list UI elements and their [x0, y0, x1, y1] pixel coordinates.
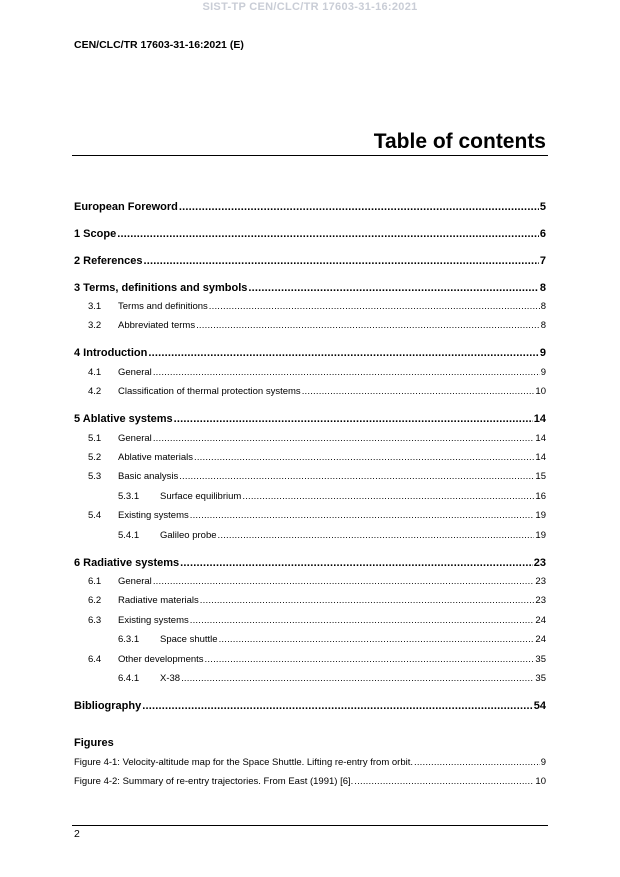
toc-entry-number: 4.1 [88, 367, 102, 378]
dot-leader [153, 367, 540, 378]
toc-entry-page: 23 [533, 557, 546, 569]
toc-entry-title: 3 Terms, definitions and symbols [74, 282, 248, 294]
toc-entry-page: 16 [535, 491, 546, 502]
dot-leader [144, 255, 539, 267]
toc-entry-page: 6 [539, 228, 546, 240]
toc-entry[interactable] [74, 201, 546, 213]
toc-entry-title: X-38 [160, 673, 181, 684]
dot-leader [174, 413, 533, 425]
toc-entry-title: Space shuttle [160, 634, 218, 645]
figure-entry-page: 9 [540, 757, 546, 768]
toc-entry-title: 6 Radiative systems [74, 557, 180, 569]
toc-entry-title: General [118, 576, 152, 587]
toc-entry-title: Existing systems [118, 510, 189, 521]
toc-entry-page: 14 [535, 433, 546, 444]
footer-divider [72, 825, 548, 826]
toc-entry-page: 8 [540, 320, 546, 331]
toc-entry-title: 1 Scope [74, 228, 117, 240]
toc-entry-page: 35 [535, 654, 546, 665]
toc-entry-title: Existing systems [118, 615, 189, 626]
dot-leader [179, 201, 539, 213]
toc-entry[interactable] [74, 471, 546, 482]
toc-entry-page: 8 [539, 282, 546, 294]
toc-entry-number: 5.4.1 [118, 530, 140, 541]
toc-entry-title: Radiative materials [118, 595, 199, 606]
dot-leader [179, 471, 534, 482]
toc-entry-page: 14 [533, 413, 546, 425]
toc-entry-title: European Foreword [74, 201, 178, 213]
dot-leader [219, 634, 535, 645]
toc-entry-number: 6.2 [88, 595, 102, 606]
toc-entry-page: 5 [539, 201, 546, 213]
toc-entry[interactable] [74, 413, 546, 425]
toc-entry-number: 5.3.1 [118, 491, 140, 502]
figure-entry-page: 10 [535, 776, 546, 787]
figure-entry-title: Figure 4-2: Summary of re-entry trajectories. From East (1991) [6]. [74, 776, 354, 787]
toc-entry-title: 4 Introduction [74, 347, 148, 359]
toc-entry-page: 8 [540, 301, 546, 312]
title-divider [72, 155, 548, 156]
dot-leader [148, 347, 539, 359]
toc-entry-title: General [118, 433, 152, 444]
toc-entry-page: 54 [533, 700, 546, 712]
figures-heading: Figures [74, 737, 114, 749]
toc-entry[interactable] [74, 433, 546, 444]
toc-entry[interactable] [74, 347, 546, 359]
document-id-header: CEN/CLC/TR 17603-31-16:2021 (E) [74, 39, 244, 51]
toc-entry-number: 5.2 [88, 452, 102, 463]
toc-entry-title: 2 References [74, 255, 143, 267]
toc-entry-title: Surface equilibrium [160, 491, 242, 502]
toc-entry-number: 4.2 [88, 386, 102, 397]
toc-entry-page: 24 [535, 615, 546, 626]
dot-leader [414, 757, 540, 768]
toc-entry-number: 6.4.1 [118, 673, 140, 684]
dot-leader [248, 282, 538, 294]
toc-entry-title: Ablative materials [118, 452, 193, 463]
toc-entry[interactable] [74, 510, 546, 521]
toc-entry[interactable] [74, 615, 546, 626]
toc-entry[interactable] [74, 228, 546, 240]
toc-entry-page: 9 [539, 347, 546, 359]
dot-leader [180, 557, 533, 569]
toc-entry-title: Bibliography [74, 700, 142, 712]
toc-entry-page: 35 [535, 673, 546, 684]
toc-entry-number: 3.1 [88, 301, 102, 312]
toc-entry-number: 5.4 [88, 510, 102, 521]
dot-leader [302, 386, 535, 397]
dot-leader [218, 530, 535, 541]
toc-entry-page: 19 [535, 510, 546, 521]
watermark: SIST-TP CEN/CLC/TR 17603-31-16:2021 [202, 1, 418, 13]
toc-entry[interactable] [74, 557, 546, 569]
figure-entry-title: Figure 4-1: Velocity-altitude map for the Space Shuttle. Lifting re-entry from orbit. [74, 757, 413, 768]
toc-entry-title: Other developments [118, 654, 204, 665]
dot-leader [194, 452, 534, 463]
toc-entry[interactable] [74, 673, 546, 684]
toc-entry-title: Abbreviated terms [118, 320, 196, 331]
toc-entry-page: 7 [539, 255, 546, 267]
toc-entry-title: Classification of thermal protection systems [118, 386, 301, 397]
toc-entry[interactable] [74, 386, 546, 397]
toc-entry-page: 23 [535, 595, 546, 606]
toc-entry-title: Basic analysis [118, 471, 179, 482]
toc-entry[interactable] [74, 530, 546, 541]
dot-leader [153, 576, 535, 587]
figure-entry[interactable] [74, 776, 546, 787]
dot-leader [209, 301, 540, 312]
toc-entry[interactable] [74, 700, 546, 712]
toc-entry[interactable] [74, 576, 546, 587]
dot-leader [196, 320, 540, 331]
dot-leader [117, 228, 539, 240]
dot-leader [242, 491, 534, 502]
toc-entry-title: Terms and definitions [118, 301, 208, 312]
toc-entry-page: 15 [535, 471, 546, 482]
toc-entry-number: 6.4 [88, 654, 102, 665]
toc-entry-number: 5.3 [88, 471, 102, 482]
toc-entry[interactable] [74, 654, 546, 665]
page-number: 2 [74, 828, 80, 840]
dot-leader [142, 700, 533, 712]
toc-entry-number: 5.1 [88, 433, 102, 444]
figure-entry[interactable] [74, 757, 546, 768]
toc-entry-number: 6.1 [88, 576, 102, 587]
toc-entry[interactable] [74, 452, 546, 463]
toc-entry-title: Galileo probe [160, 530, 217, 541]
toc-entry[interactable] [74, 491, 546, 502]
toc-entry-page: 14 [535, 452, 546, 463]
toc-entry-page: 9 [540, 367, 546, 378]
toc-entry[interactable] [74, 320, 546, 331]
toc-entry-number: 3.2 [88, 320, 102, 331]
dot-leader [190, 615, 535, 626]
dot-leader [200, 595, 535, 606]
toc-entry[interactable] [74, 301, 546, 312]
toc-entry-title: General [118, 367, 152, 378]
page-title: Table of contents [373, 130, 546, 153]
dot-leader [181, 673, 534, 684]
toc-entry-number: 6.3.1 [118, 634, 140, 645]
toc-entry-page: 23 [535, 576, 546, 587]
toc-entry[interactable] [74, 634, 546, 645]
toc-entry-page: 24 [535, 634, 546, 645]
toc-entry-number: 6.3 [88, 615, 102, 626]
toc-entry-title: 5 Ablative systems [74, 413, 173, 425]
toc-entry[interactable] [74, 367, 546, 378]
dot-leader [190, 510, 535, 521]
toc-entry-page: 10 [535, 386, 546, 397]
dot-leader [205, 654, 535, 665]
toc-entry-page: 19 [535, 530, 546, 541]
toc-entry[interactable] [74, 255, 546, 267]
dot-leader [354, 776, 534, 787]
toc-entry[interactable] [74, 282, 546, 294]
dot-leader [153, 433, 535, 444]
toc-entry[interactable] [74, 595, 546, 606]
